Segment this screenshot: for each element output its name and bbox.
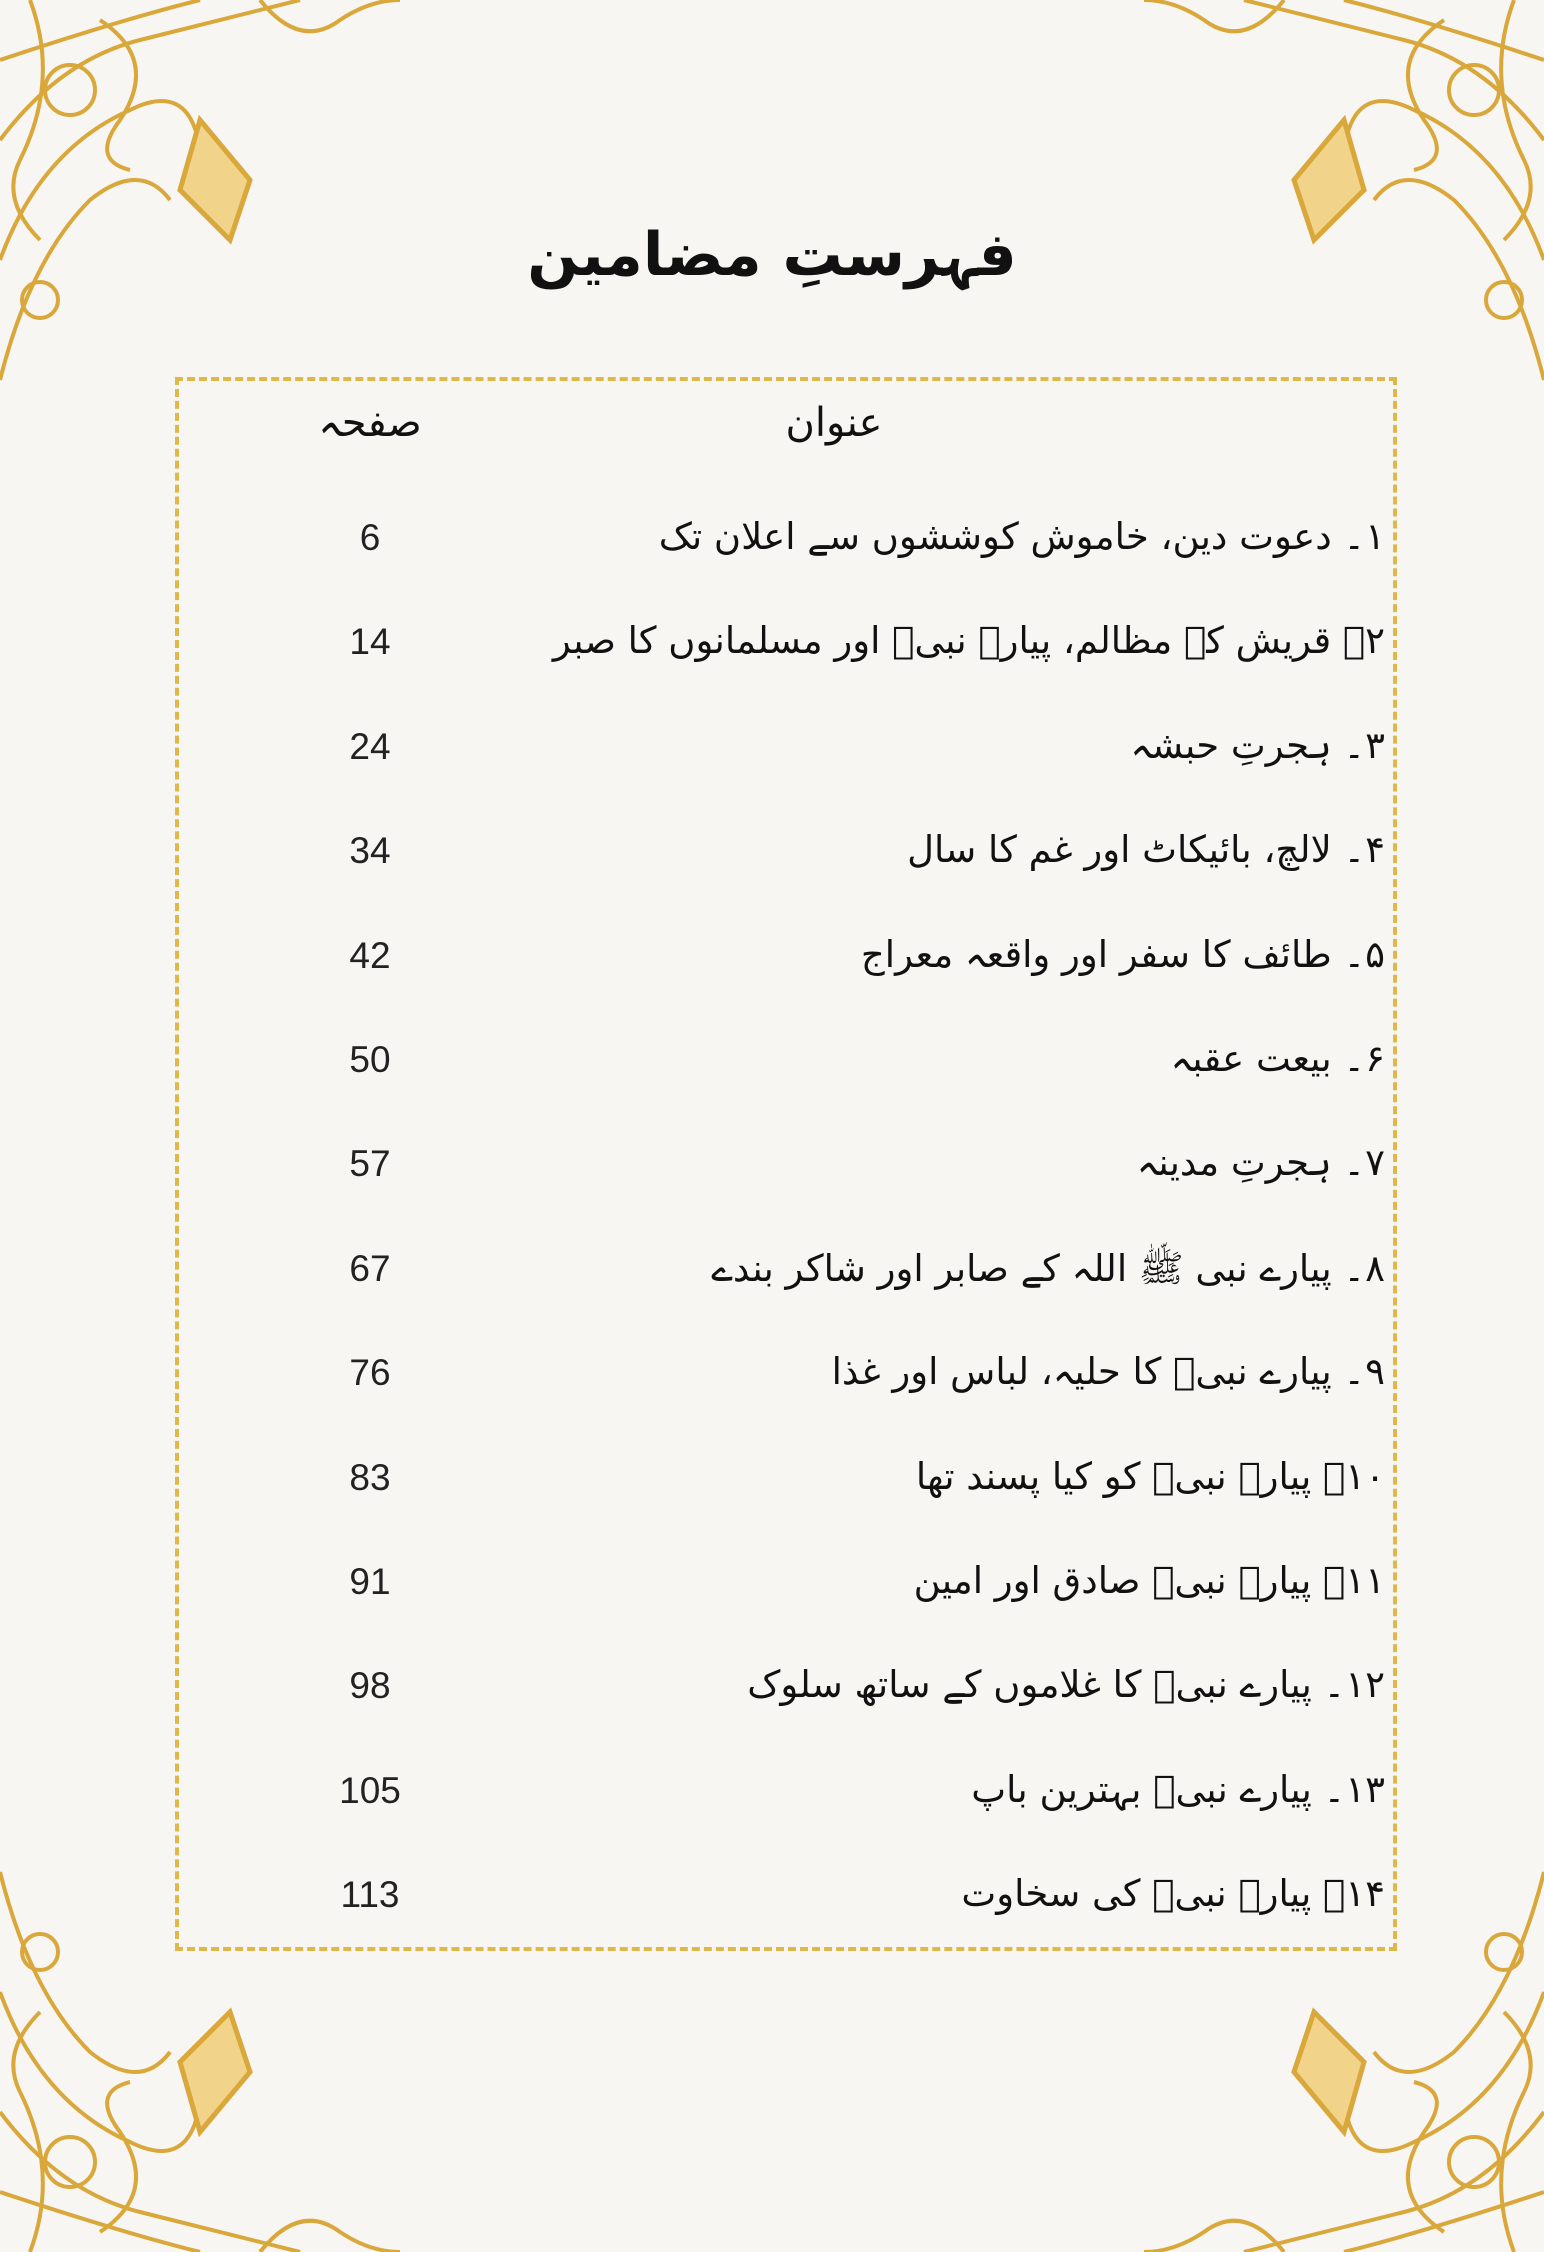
toc-entry[interactable] [0,828,1544,888]
toc-entry-page: 83 [349,1456,391,1498]
toc-entry-page: 24 [349,725,391,767]
toc-entry-title: ۳۔ ہجرتِ حبشہ [1130,723,1385,767]
toc-entry-title: ۱۳۔ پیارے نبیؐ بہترین باپ [971,1767,1385,1811]
toc-entry[interactable] [0,1037,1544,1097]
toc-entry-page: 98 [349,1665,391,1707]
toc-entry-title: ۱۰۔ پیارے نبیؐ کو کیا پسند تھا [915,1454,1385,1498]
toc-entry-title: ۱۴۔ پیارے نبیؐ کی سخاوت [961,1872,1385,1916]
toc-entry[interactable] [0,1768,1544,1828]
toc-entry-page: 50 [349,1039,391,1080]
column-header-topic: عنوان [785,400,883,446]
toc-entry-page: 42 [349,934,391,976]
toc-entry[interactable] [0,515,1544,575]
page-title: فہرستِ مضامین [527,220,1017,290]
toc-entry[interactable] [0,1455,1544,1515]
toc-entry[interactable] [0,724,1544,784]
toc-entry[interactable] [0,619,1544,679]
toc-entry-title: ۸۔ پیارے نبی ﷺ اللہ کے صابر اور شاکر بندے [711,1246,1385,1290]
corner-ornament-top-left [0,0,400,420]
toc-entry-page: 113 [340,1874,400,1916]
toc-entry[interactable] [0,1559,1544,1619]
toc-entry[interactable] [0,1141,1544,1201]
toc-entry-page: 14 [349,621,391,663]
toc-entry-page: 105 [339,1769,401,1811]
toc-entry-page: 6 [359,517,381,558]
column-header-page: صفحہ [318,400,422,446]
toc-entry-page: 67 [349,1247,391,1289]
toc-entry[interactable] [0,1350,1544,1410]
toc-entry-title: ۵۔ طائف کا سفر اور واقعہ معراج [860,932,1385,976]
toc-entry-title: ۹۔ پیارے نبیؐ کا حلیہ، لباس اور غذا [831,1350,1385,1394]
toc-entry-page: 91 [349,1561,391,1602]
toc-entry-title: ۱۲۔ پیارے نبیؐ کا غلاموں کے ساتھ سلوک [747,1663,1385,1707]
toc-entry[interactable] [0,933,1544,993]
toc-entry[interactable] [0,1663,1544,1723]
toc-entry[interactable] [0,1246,1544,1306]
toc-entry-title: ۷۔ ہجرتِ مدینہ [1136,1141,1385,1185]
toc-entry-title: ۶۔ بیعت عقبہ [1170,1037,1385,1080]
toc-entry-title: ۲۔ قریش کے مظالم، پیارے نبیؐ اور مسلمانوں کا صبر [552,619,1385,663]
toc-entry-title: ۴۔ لالچ، بائیکاٹ اور غم کا سال [907,828,1385,872]
corner-ornament-top-right [1144,0,1544,420]
toc-entry-title: ۱۔ دعوت دین، خاموش کوششوں سے اعلان تک [658,515,1385,558]
toc-entry-title: ۱۱۔ پیارے نبیؐ صادق اور امین [913,1559,1385,1602]
toc-entry-page: 57 [349,1143,391,1185]
toc-entry-page: 34 [349,830,391,872]
toc-entry-page: 76 [349,1352,391,1394]
toc-entry[interactable] [0,1872,1544,1932]
